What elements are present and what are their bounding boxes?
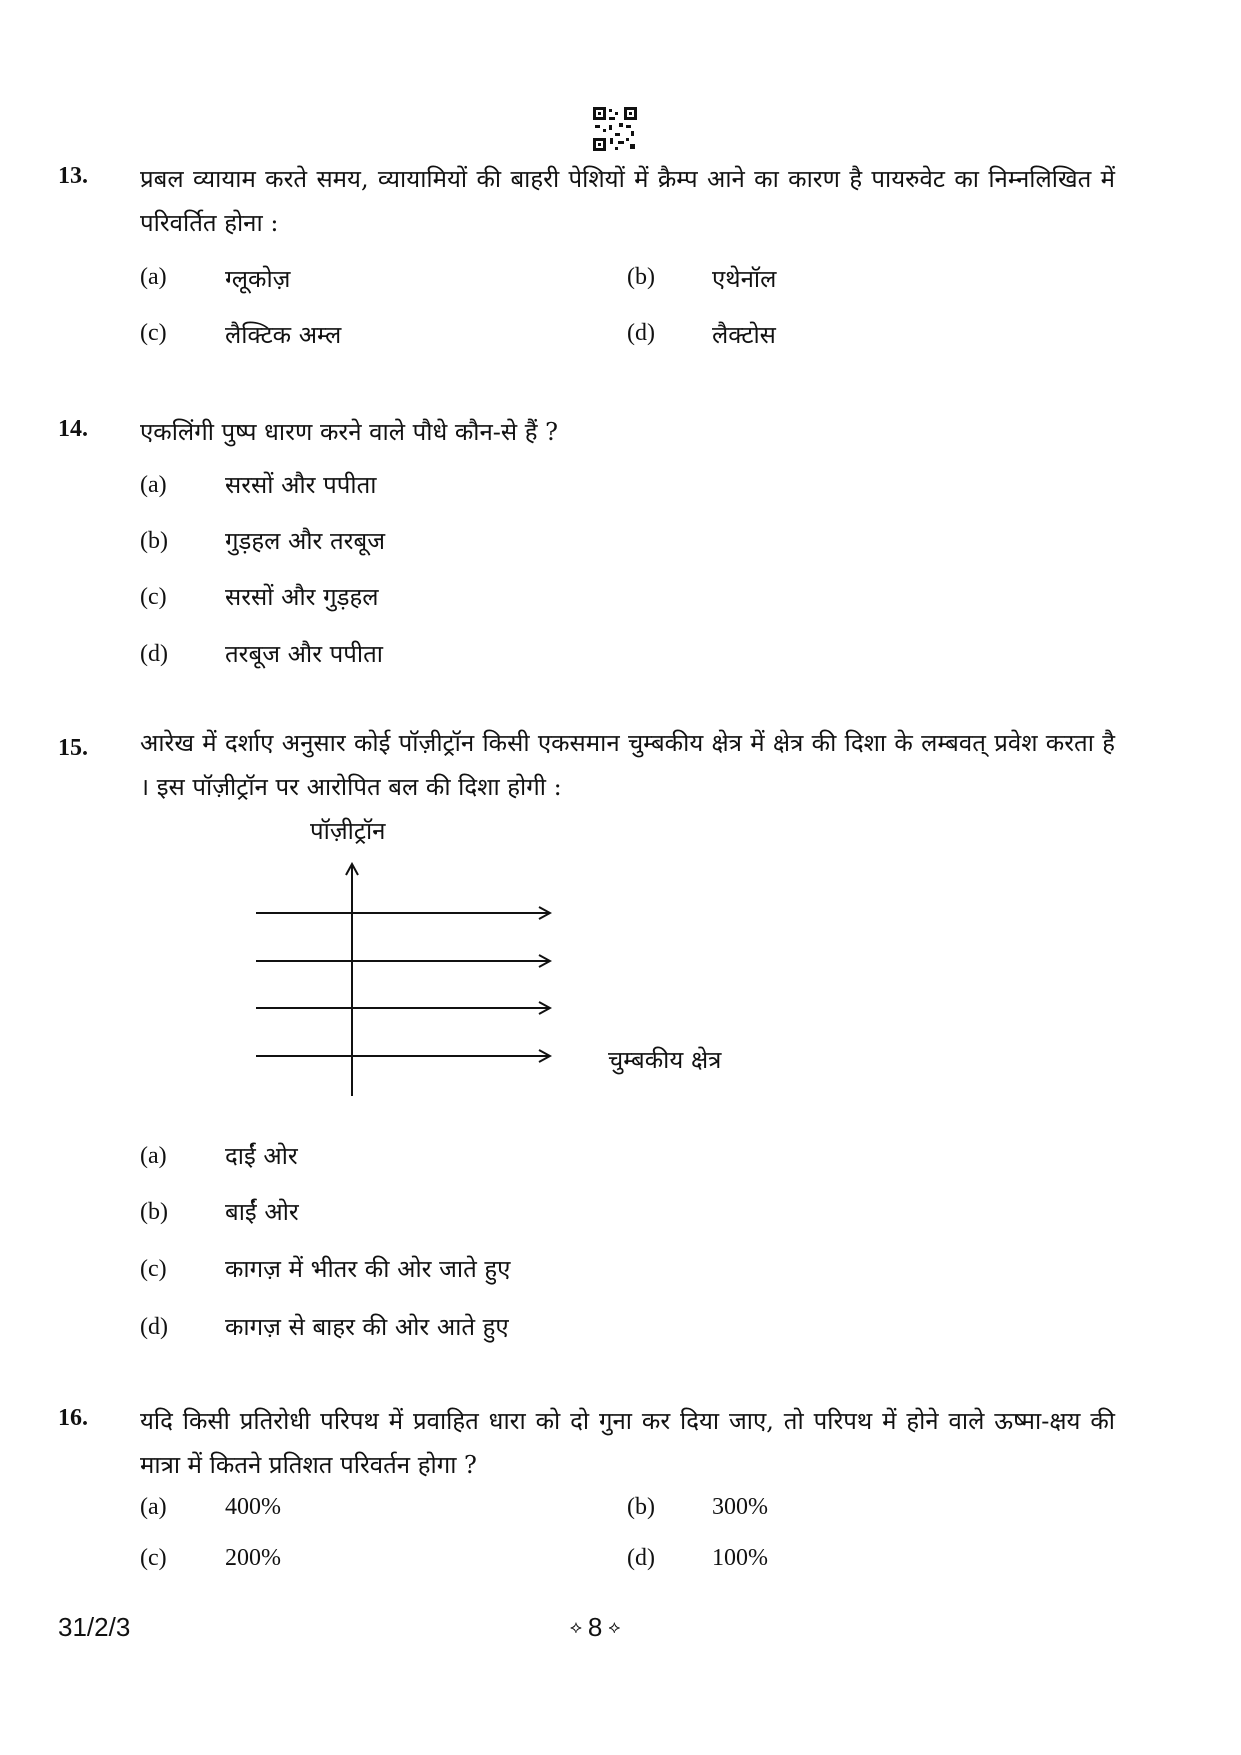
q16-option-d-text: 100% [712,1545,768,1571]
q16-option-d-label: (d) [627,1545,655,1571]
q13-option-b-label: (b) [627,264,655,290]
q13-option-c-text: लैक्टिक अम्ल [225,321,342,349]
question-14-text: एकलिंगी पुष्प धारण करने वाले पौधे कौन-से हैं ? [140,418,559,446]
q16-option-a-text: 400% [225,1494,281,1520]
q14-option-b-label: (b) [140,528,168,554]
question-14-number: 14. [58,416,88,442]
question-15-text: आरेख में दर्शाए अनुसार कोई पॉज़ीट्रॉन किसी एकसमान चुम्बकीय क्षेत्र में क्षेत्र की दिशा के लम्बवत् प्रवेश करता है । इस पॉज़ीट्रॉन पर आरोपित बल की दिशा होगी : [140,729,1115,801]
q14-option-d-label: (d) [140,641,168,667]
q15-option-b-label: (b) [140,1199,168,1225]
q16-option-a-label: (a) [140,1494,167,1520]
q15-option-a-label: (a) [140,1143,167,1169]
q15-option-d-text: कागज़ से बाहर की ओर आते हुए [225,1313,509,1341]
question-16-text: यदि किसी प्रतिरोधी परिपथ में प्रवाहित धारा को दो गुना कर दिया जाए, तो परिपथ में होने वाले ऊष्मा-क्षय की मात्रा में कितने प्रतिशत परिवर्तन होगा ? [140,1407,1115,1479]
q16-option-c-label: (c) [140,1545,167,1571]
q14-option-c-text: सरसों और गुड़हल [225,583,379,611]
q14-option-d-text: तरबूज और पपीता [225,640,384,668]
magnetic-field-label: चुम्बकीय क्षेत्र [608,1046,722,1074]
ornament-right-icon: ⟡ [608,1617,621,1637]
positron-label: पॉज़ीट्रॉन [310,817,386,845]
ornament-left-icon: ⟡ [570,1617,582,1637]
q13-option-a-label: (a) [140,264,167,290]
page-number-block [570,1612,620,1643]
q14-option-a-label: (a) [140,472,167,498]
magnetic-field-diagram [250,850,580,1100]
q15-option-b-text: बाईं ओर [225,1198,299,1226]
q15-option-c-label: (c) [140,1256,167,1282]
q13-option-d-label: (d) [627,320,655,346]
q15-option-d-label: (d) [140,1314,168,1340]
q16-option-b-label: (b) [627,1494,655,1520]
q16-option-c-text: 200% [225,1545,281,1571]
q13-option-a-text: ग्लूकोज़ [225,265,291,293]
question-15-number: 15. [58,735,88,761]
page-number: 8 [587,1612,603,1642]
q15-option-c-text: कागज़ में भीतर की ओर जाते हुए [225,1255,511,1283]
qr-code-icon [593,107,637,151]
q13-option-c-label: (c) [140,320,167,346]
paper-code: 31/2/3 [58,1612,131,1642]
q14-option-a-text: सरसों और पपीता [225,471,377,499]
q15-option-a-text: दाईं ओर [225,1142,298,1170]
q13-option-b-text: एथेनॉल [712,265,777,293]
q14-option-b-text: गुड़हल और तरबूज [225,527,386,555]
question-13-number: 13. [58,163,88,189]
question-16-number: 16. [58,1405,88,1431]
q14-option-c-label: (c) [140,584,167,610]
q13-option-d-text: लैक्टोस [712,321,776,349]
q16-option-b-text: 300% [712,1494,768,1520]
question-13-text: प्रबल व्यायाम करते समय, व्यायामियों की बाहरी पेशियों में क्रैम्प आने का कारण है पायरुवेट का निम्नलिखित में परिवर्तित होना : [140,165,1115,237]
